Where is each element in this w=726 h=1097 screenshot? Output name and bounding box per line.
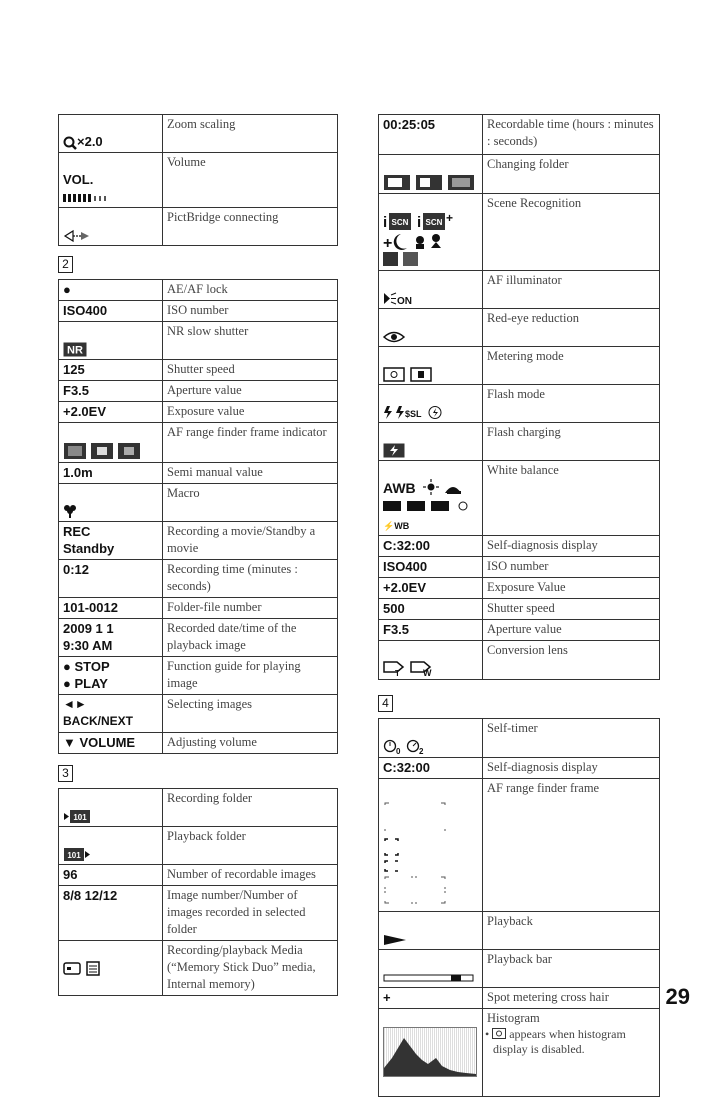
table-row: [59, 483, 338, 521]
table-cell: Self-diagnosis display: [483, 536, 660, 557]
self-timer-icons: [383, 739, 433, 755]
table-cell: Recording/playback Media (“Memory Stick Duo” media, Internal memory): [163, 940, 338, 995]
zoom-scaling-symbol: ×2.0: [59, 115, 163, 153]
svg-text:NR: NR: [67, 344, 83, 357]
table-row: [379, 987, 660, 1008]
table-cell: White balance: [483, 461, 660, 536]
table-row: [59, 423, 338, 463]
table-row: [379, 461, 660, 536]
table-row: [379, 949, 660, 987]
media-icons: [63, 960, 103, 976]
svg-text:⚡WB: ⚡WB: [383, 521, 410, 532]
self-diagnosis-symbol: C:32:00: [379, 536, 483, 557]
page-number: 29: [665, 984, 690, 1009]
table-row: [379, 719, 660, 758]
date-time-symbol: 2009 1 1 9:30 AM: [59, 618, 163, 656]
macro-icon: [63, 504, 77, 519]
aperture-symbol: F3.5: [59, 381, 163, 402]
table-cell: AE/AF lock: [163, 280, 338, 301]
table-cell: Shutter speed: [483, 599, 660, 620]
histogram-desc-cell: [483, 1008, 660, 1096]
nr-icon: [63, 342, 87, 357]
table-cell: Self-timer: [483, 719, 660, 758]
svg-text:101: 101: [67, 850, 81, 860]
table-cell: Recording folder: [163, 788, 338, 826]
table-row: [59, 732, 338, 753]
table-cell: Function guide for playing image: [163, 656, 338, 694]
svg-text:+: +: [446, 212, 454, 226]
changing-folder-symbol: [379, 155, 483, 194]
playback-folder-icon: [63, 847, 91, 862]
volume-bar-icon: [63, 193, 117, 203]
table-row: [379, 347, 660, 385]
table-cell: Semi manual value: [163, 462, 338, 483]
flash-charging-symbol: [379, 423, 483, 461]
table-cell: Metering mode: [483, 347, 660, 385]
playback-bar-symbol: [379, 949, 483, 987]
histogram-note: [487, 1027, 655, 1057]
exposure-symbol: +2.0EV: [59, 402, 163, 423]
table-row: [379, 599, 660, 620]
svg-text:AWB: AWB: [383, 480, 416, 497]
iso-symbol: ISO400: [379, 557, 483, 578]
svg-text:T: T: [395, 669, 400, 678]
macro-symbol: [59, 483, 163, 521]
svg-text:SCN: SCN: [391, 218, 409, 228]
recordable-images-symbol: 96: [59, 864, 163, 885]
table-row: [379, 423, 660, 461]
table-cell: Selecting images: [163, 694, 338, 732]
svg-text:+: +: [383, 235, 393, 253]
svg-text:W: W: [423, 668, 432, 678]
table-row: [59, 521, 338, 559]
svg-text:101: 101: [73, 812, 87, 822]
conversion-lens-icons: [383, 660, 443, 677]
nr-symbol: [59, 322, 163, 360]
scene-recognition-symbol: [379, 194, 483, 271]
section-4-label: [378, 692, 660, 718]
table-row: [59, 280, 338, 301]
table-cell: Aperture value: [163, 381, 338, 402]
table-row: [59, 559, 338, 597]
table-cell: Exposure value: [163, 402, 338, 423]
white-balance-symbol: [379, 461, 483, 536]
table-cell: Exposure Value: [483, 578, 660, 599]
left-section3-table: [58, 788, 338, 996]
spot-metering-symbol: +: [379, 987, 483, 1008]
table-cell: NR slow shutter: [163, 322, 338, 360]
table-row: [59, 360, 338, 381]
table-cell: ISO number: [483, 557, 660, 578]
table-row: [59, 322, 338, 360]
back-next-symbol: ◄► BACK/NEXT: [59, 694, 163, 732]
flash-charging-icon: [383, 443, 405, 458]
table-cell: Shutter speed: [163, 360, 338, 381]
section-number: 3: [58, 765, 73, 782]
bullet: •: [485, 1026, 490, 1041]
histogram-icon: [383, 1027, 477, 1077]
recordable-time-symbol: 00:25:05: [379, 115, 483, 155]
flash-mode-symbol: [379, 385, 483, 423]
af-range-icons: [63, 442, 141, 460]
table-cell: AF range finder frame: [483, 778, 660, 911]
table-row: [379, 385, 660, 423]
iso-symbol: ISO400: [59, 301, 163, 322]
recording-time-symbol: 0:12: [59, 559, 163, 597]
section-number: 2: [58, 256, 73, 273]
red-eye-icon: [383, 330, 405, 344]
table-row: [379, 620, 660, 641]
histogram-disabled-icon: [492, 1028, 506, 1039]
table-row: [379, 1008, 660, 1096]
conversion-lens-symbol: [379, 641, 483, 680]
shutter-symbol: 500: [379, 599, 483, 620]
table-cell: Playback bar: [483, 949, 660, 987]
media-symbol: [59, 940, 163, 995]
table-row: [379, 778, 660, 911]
flash-mode-icons: [383, 405, 453, 420]
af-frame-symbol: [379, 778, 483, 911]
svg-text:2: 2: [419, 746, 424, 755]
changing-folder-icons: [383, 174, 475, 191]
table-cell: Recorded date/time of the playback image: [163, 618, 338, 656]
table-cell: Adjusting volume: [163, 732, 338, 753]
pictbridge-icon: [63, 229, 93, 243]
af-illuminator-icon: [383, 291, 423, 306]
table-cell: Aperture value: [483, 620, 660, 641]
svg-text:SCN: SCN: [425, 218, 443, 228]
right-top-table: [378, 114, 660, 680]
table-cell: Recording time (minutes : seconds): [163, 559, 338, 597]
table-cell: Playback folder: [163, 826, 338, 864]
zoom-icon: [63, 136, 77, 150]
table-row: [379, 536, 660, 557]
left-column: [58, 114, 338, 996]
table-cell: Changing folder: [483, 155, 660, 194]
image-number-symbol: 8/8 12/12: [59, 885, 163, 940]
table-row: [379, 309, 660, 347]
table-row: [59, 208, 338, 246]
table-row: [59, 462, 338, 483]
metering-symbol: [379, 347, 483, 385]
table-cell: ISO number: [163, 301, 338, 322]
semi-manual-symbol: 1.0m: [59, 462, 163, 483]
table-cell: Recordable time (hours : minutes : seconds): [483, 115, 660, 155]
section-2-label: [58, 253, 338, 279]
table-row: [379, 641, 660, 680]
right-column: [378, 114, 660, 1097]
table-row: [379, 578, 660, 599]
table-row: [59, 656, 338, 694]
table-cell: Number of recordable images: [163, 864, 338, 885]
table-row: [59, 885, 338, 940]
svg-text:i: i: [417, 214, 422, 232]
scene-recognition-icons: [383, 212, 479, 268]
ae-af-lock-symbol: ●: [59, 280, 163, 301]
table-row: [59, 381, 338, 402]
table-cell: Macro: [163, 483, 338, 521]
table-cell: Folder-file number: [163, 597, 338, 618]
table-row: [59, 115, 338, 153]
af-range-symbol: [59, 423, 163, 463]
table-row: [59, 597, 338, 618]
table-row: [59, 402, 338, 423]
shutter-symbol: 125: [59, 360, 163, 381]
section-number: 4: [378, 695, 393, 712]
playback-icon: [383, 934, 407, 946]
table-cell: Spot metering cross hair: [483, 987, 660, 1008]
svg-text:i: i: [383, 214, 388, 232]
table-row: [59, 940, 338, 995]
table-cell: Conversion lens: [483, 641, 660, 680]
recording-folder-icon: [63, 809, 91, 824]
histogram-label: Histogram: [487, 1010, 540, 1025]
table-cell: Self-diagnosis display: [483, 757, 660, 778]
table-row: [59, 694, 338, 732]
svg-text:$SL: $SL: [405, 409, 422, 420]
table-cell: PictBridge connecting: [163, 208, 338, 246]
histogram-symbol: [379, 1008, 483, 1096]
svg-text:ON: ON: [397, 296, 412, 307]
table-row: [59, 864, 338, 885]
folder-file-symbol: 101-0012: [59, 597, 163, 618]
playback-bar-icon: [383, 972, 475, 984]
volume-adjust-symbol: ▼ VOLUME: [59, 732, 163, 753]
table-row: [59, 153, 338, 208]
svg-text:0: 0: [396, 746, 401, 755]
table-row: [379, 271, 660, 309]
table-row: [379, 911, 660, 949]
right-section4-table: [378, 718, 660, 1097]
af-frame-icons: [383, 797, 479, 909]
rec-standby-symbol: REC Standby: [59, 521, 163, 559]
stop-play-symbol: ● STOP ● PLAY: [59, 656, 163, 694]
table-cell: Red-eye reduction: [483, 309, 660, 347]
self-timer-symbol: [379, 719, 483, 758]
white-balance-icons: [383, 479, 479, 533]
red-eye-symbol: [379, 309, 483, 347]
table-cell: AF range finder frame indicator: [163, 423, 338, 463]
left-section2-table: [58, 279, 338, 754]
recording-folder-symbol: [59, 788, 163, 826]
table-cell: Image number/Number of images recorded in selected folder: [163, 885, 338, 940]
table-row: [379, 757, 660, 778]
table-row: [59, 618, 338, 656]
self-diagnosis-symbol: C:32:00: [379, 757, 483, 778]
table-row: [59, 301, 338, 322]
table-row: [379, 557, 660, 578]
table-cell: Scene Recognition: [483, 194, 660, 271]
histogram-note-text: appears when histogram display is disabled.: [493, 1026, 626, 1056]
volume-symbol: VOL.: [59, 153, 163, 208]
table-cell: Playback: [483, 911, 660, 949]
table-cell: Flash charging: [483, 423, 660, 461]
table-row: [379, 155, 660, 194]
metering-icons: [383, 367, 435, 382]
section-3-label: [58, 762, 338, 788]
table-row: [59, 788, 338, 826]
table-cell: Flash mode: [483, 385, 660, 423]
table-row: [59, 826, 338, 864]
pictbridge-symbol: [59, 208, 163, 246]
table-row: [379, 115, 660, 155]
table-cell: AF illuminator: [483, 271, 660, 309]
table-cell: Zoom scaling: [163, 115, 338, 153]
table-row: [379, 194, 660, 271]
left-top-table: [58, 114, 338, 246]
aperture-symbol: F3.5: [379, 620, 483, 641]
exposure-symbol: +2.0EV: [379, 578, 483, 599]
af-illuminator-symbol: [379, 271, 483, 309]
playback-symbol: [379, 911, 483, 949]
table-cell: Volume: [163, 153, 338, 208]
playback-folder-symbol: [59, 826, 163, 864]
table-cell: Recording a movie/Standby a movie: [163, 521, 338, 559]
